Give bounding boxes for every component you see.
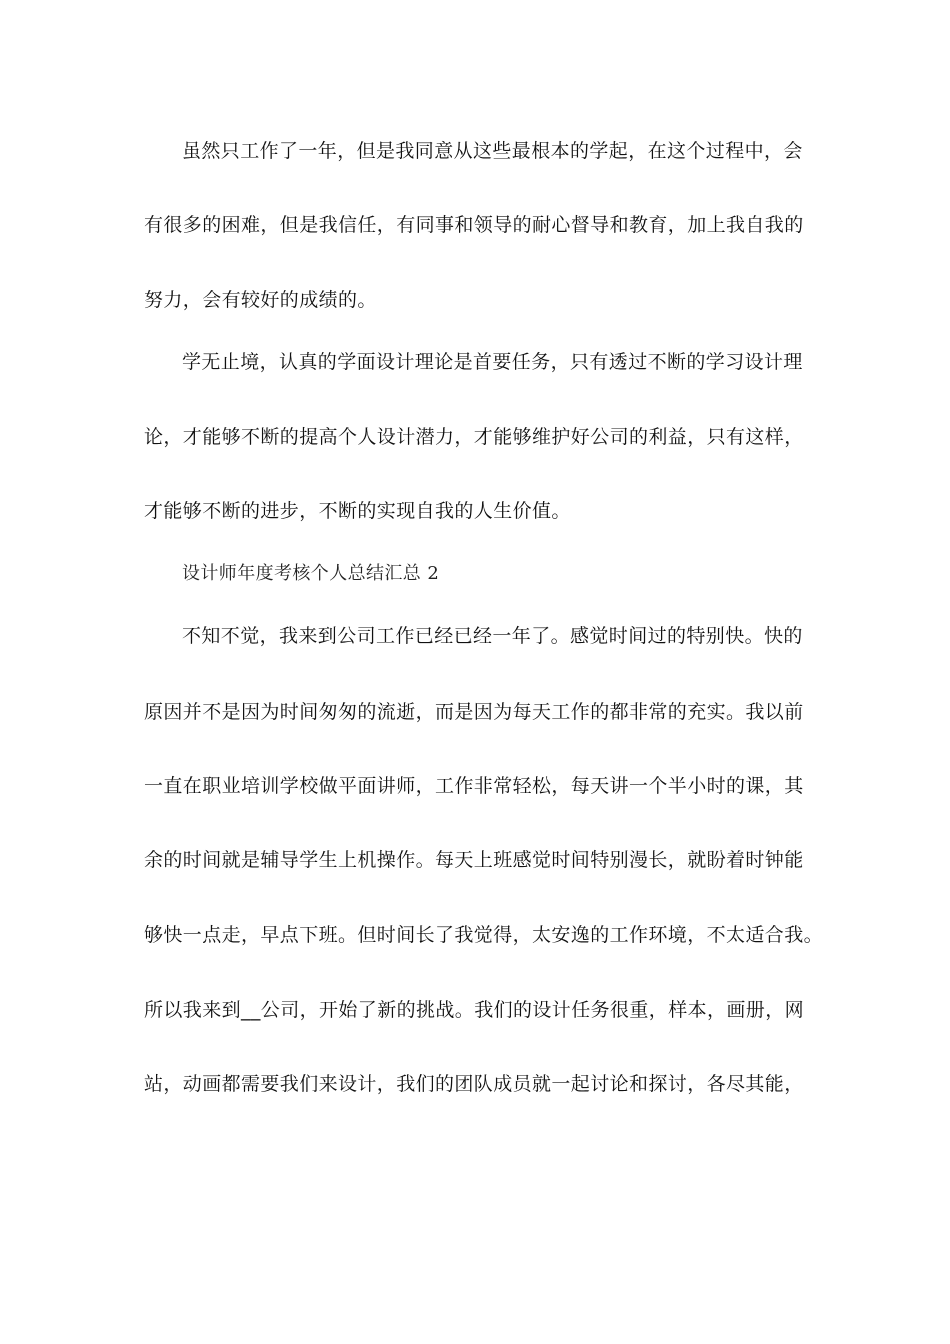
paragraph-3-line-2: 原因并不是因为时间匆匆的流逝，而是因为每天工作的都非常的充实。我以前 (144, 701, 804, 723)
paragraph-2-line-2: 论，才能够不断的提高个人设计潜力，才能够维护好公司的利益，只有这样， (144, 426, 804, 448)
paragraph-1-line-3: 努力，会有较好的成绩的。 (144, 289, 377, 311)
paragraph-3-line-7: 站，动画都需要我们来设计，我们的团队成员就一起讨论和探讨，各尽其能， (144, 1073, 804, 1095)
section-heading: 设计师年度考核个人总结汇总 2 (182, 563, 440, 584)
paragraph-2-line-3: 才能够不断的进步，不断的实现自我的人生价值。 (144, 500, 571, 522)
paragraph-3-line-5: 够快一点走，早点下班。但时间长了我觉得，太安逸的工作环境，不太适合我。 (144, 924, 824, 946)
paragraph-3-line-1: 不知不觉，我来到公司工作已经已经一年了。感觉时间过的特别快。快的 (182, 625, 803, 647)
paragraph-2-line-1: 学无止境，认真的学面设计理论是首要任务，只有透过不断的学习设计理 (182, 351, 803, 373)
paragraph-1-line-2: 有很多的困难，但是我信任，有同事和领导的耐心督导和教育，加上我自我的 (144, 214, 804, 236)
paragraph-3-line-3: 一直在职业培训学校做平面讲师，工作非常轻松，每天讲一个半小时的课，其 (144, 775, 804, 797)
paragraph-1-line-1: 虽然只工作了一年，但是我同意从这些最根本的学起，在这个过程中，会 (182, 140, 803, 162)
paragraph-3-line-4: 余的时间就是辅导学生上机操作。每天上班感觉时间特别漫长，就盼着时钟能 (144, 849, 804, 871)
paragraph-3-line-6: 所以我来到__公司，开始了新的挑战。我们的设计任务很重，样本，画册，网 (144, 999, 805, 1021)
